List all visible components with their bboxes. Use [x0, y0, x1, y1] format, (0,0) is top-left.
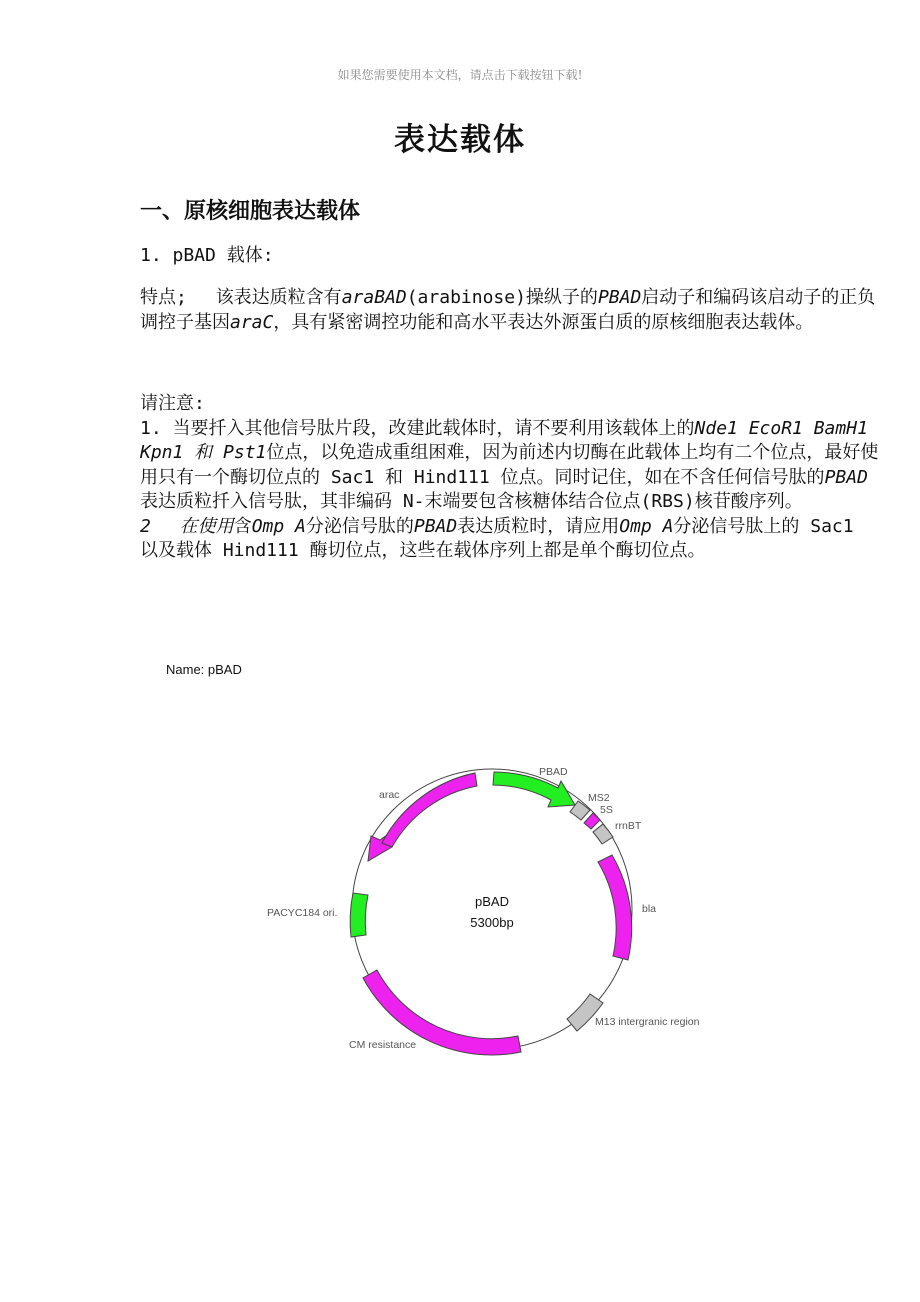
- features-text-2: (arabinose)操纵子的: [406, 287, 598, 308]
- label-rrnbt: rrnBT: [615, 820, 642, 832]
- notice-1-term-pbad: PBAD: [824, 466, 868, 488]
- pacyc184-origin: [350, 893, 368, 937]
- download-notice: 如果您需要使用本文档，请点击下载按钮下载!: [337, 68, 583, 82]
- notice-2-text-1: 含: [233, 515, 252, 537]
- label-ms2: MS2: [588, 792, 610, 804]
- notice-1-enzymes: Nde1 EcoR1 BamH1 Kpn1 和 Pst1: [140, 417, 868, 463]
- plasmid-name-label: Name: pBAD: [166, 662, 242, 677]
- notice-2-lead: 2 在使用: [140, 515, 234, 537]
- label-pacyc184: PACYC184 ori.: [267, 907, 338, 919]
- notice-2-text-2: 分泌信号肽的: [305, 515, 414, 537]
- features-label: 特点;: [140, 287, 187, 308]
- notice-2-text-4: 分泌信号肽上的 Sac1 以及载体 Hind111 酶切位点，这些在载体序列上都是单个酶切位点。: [140, 515, 854, 561]
- notice-1-text-1: 1. 当要扦入其他信号肽片段，改建此载体时，请不要利用该载体上的: [140, 417, 695, 439]
- label-arac: arac: [379, 789, 400, 801]
- section-heading: 一、原核细胞表达载体: [140, 199, 361, 224]
- notice-1-text-2: 位点，以免造成重组困难，因为前述内切酶在此载体上均有二个位点，最好使用只有一个酶切位点的 Sac1 和 Hind111 位点。同时记住，如在不含任何信号肽的: [140, 442, 879, 488]
- features-term-pbad: PBAD: [597, 287, 642, 308]
- label-5s: 5S: [600, 804, 613, 816]
- label-m13: M13 intergranic region: [595, 1016, 700, 1028]
- label-bla: bla: [642, 903, 657, 915]
- rrnbt-segment: [593, 824, 613, 844]
- notice-label: 请注意:: [140, 393, 205, 414]
- label-pbad: PBAD: [539, 766, 568, 778]
- item-1-title-text: 1. pBAD 载体:: [140, 245, 274, 266]
- notice-2-term-ompa: Omp A: [251, 515, 306, 537]
- features-text-3: 启动子和编码该启动子的正负调控子基因: [140, 287, 876, 333]
- 5s-segment: [584, 813, 600, 829]
- plasmid-size: 5300bp: [470, 915, 514, 930]
- notice-2-term-pbad: PBAD: [413, 515, 458, 537]
- notice-2-term-ompa-2: Omp A: [619, 515, 674, 537]
- features-term-arabad: araBAD: [341, 287, 407, 308]
- document-title: 表达载体: [394, 122, 526, 158]
- features-text-1: 该表达质粒含有: [215, 287, 342, 308]
- notice-2-text-3: 表达质粒时，请应用: [457, 515, 620, 537]
- features-term-arac: araC: [230, 311, 274, 333]
- label-cm-resistance: CM resistance: [349, 1039, 417, 1051]
- plasmid-center-name: pBAD: [475, 894, 509, 909]
- features-text-4: ，具有紧密调控功能和高水平表达外源蛋白质的原核细胞表达载体。: [273, 311, 814, 333]
- notice-1-text-3: 表达质粒扦入信号肽，其非编码 N-末端要包含核糖体结合位点(RBS)核苷酸序列。: [140, 491, 803, 512]
